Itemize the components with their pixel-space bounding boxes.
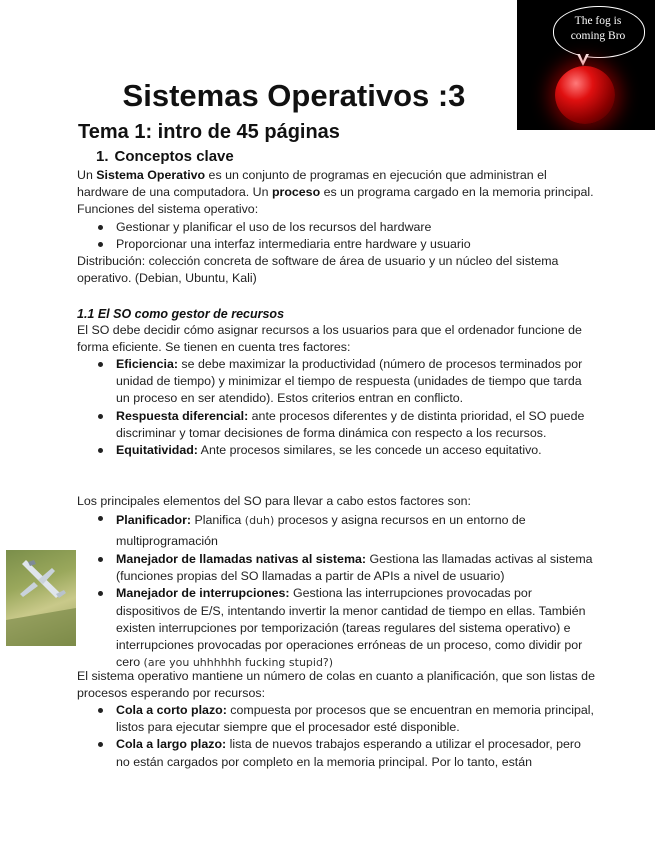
bullet-list-funciones: [96, 219, 596, 253]
bold-term: Eficiencia:: [116, 357, 178, 371]
bold-term: Cola a corto plazo:: [116, 703, 227, 717]
list-item: [96, 408, 596, 442]
text-run: procesos y asigna recursos en un entorno de multiprogramación: [116, 513, 526, 548]
bold-term: Manejador de interrupciones:: [116, 586, 290, 601]
bullet-list-factores: [96, 356, 596, 459]
bold-term: Cola a largo plazo:: [116, 737, 227, 752]
list-item: [96, 551, 596, 585]
speech-bubble-text: [557, 14, 639, 44]
plane-icon: [6, 550, 76, 646]
bullet-list-elementos: [96, 510, 596, 671]
text-run: compuesta por procesos que se encuentran en memoria principal, listos para ejecutar siempre que el procesador esté disponible.: [116, 703, 594, 735]
section-number: 1.: [96, 148, 109, 165]
list-item: [96, 356, 596, 408]
text-run: Gestiona las llamadas activas al sistema (funciones propias del SO llamadas a partir de APIs a nivel de usuario): [116, 552, 593, 584]
text-run: Planifica: [191, 513, 245, 527]
list-item: [96, 736, 596, 770]
section-heading-conceptos: [96, 148, 234, 166]
paragraph-distribucion: Distribución: colección concreta de software de área de usuario y un núcleo del sistema operativo. (Debian, Ubuntu, Kali): [77, 254, 559, 286]
fog-meme-image: [517, 0, 655, 130]
list-item: Proporcionar una interfaz intermediaria entre hardware y usuario: [96, 236, 596, 253]
plane-photo: [6, 550, 76, 646]
handwritten-note: (are you uhhhhhh fucking stupid?): [143, 656, 334, 670]
text-run: lista de nuevos trabajos esperando a utilizar el procesador, pero no están cargados por completo en la memoria principal. Por lo tanto, están: [116, 737, 581, 769]
text-run: ante procesos diferentes y de distinta prioridad, el SO puede discriminar y tomar decisiones de forma dinámica con respecto a los recursos.: [116, 408, 585, 440]
section-title: Conceptos clave: [114, 148, 234, 165]
text-run: Gestiona las interrupciones provocadas por dispositivos de E/S, intentando invertir la menor cantidad de tiempo en ellas. También existen interrupciones por temporización (tareas regulares del sistema operativo) e interrupciones provocadas por operaciones erróneas de un proceso, como dividir por cero: [116, 586, 586, 670]
text-run: Un: [77, 168, 97, 182]
text-run: es un conjunto de programas en ejecución que administran el hardware de una computadora. Un: [77, 168, 547, 200]
paragraph-definicion: [77, 167, 597, 219]
bold-term: Planificador:: [116, 513, 192, 527]
text-run: es un programa cargado en la memoria principal. Funciones del sistema operativo:: [77, 185, 594, 217]
paragraph-elementos: Los principales elementos del SO para llevar a cabo estos factores son:: [77, 494, 471, 508]
handwritten-note: (duh): [244, 514, 275, 527]
subsection-heading: 1.1 El SO como gestor de recursos: [77, 307, 285, 321]
text-run: Ante procesos similares, se les concede un acceso equitativo.: [197, 443, 542, 458]
paragraph-intro-recursos: El SO debe decidir cómo asignar recursos a los usuarios para que el ordenador funcione de forma eficiente. Se tienen en cuenta tres factores:: [77, 323, 582, 355]
paragraph-colas: El sistema operativo mantiene un número de colas en cuanto a planificación, que son listas de procesos esperando por recursos:: [77, 669, 595, 701]
bold-term: Equitatividad:: [116, 443, 198, 458]
tema-heading: Tema 1: intro de 45 páginas: [78, 121, 340, 143]
bullet-list-colas: [96, 702, 596, 771]
bold-term: Manejador de llamadas nativas al sistema:: [116, 552, 366, 566]
bold-term-so: Sistema Operativo: [96, 168, 206, 182]
speech-bubble-tail-inner: [579, 52, 587, 61]
text-run: se debe maximizar la productividad (número de procesos terminados por unidad de tiempo) y minimizar el tiempo de respuesta (unidades de tiempo que tarda un proceso en ser atendido). Estos criterios entran en conflicto.: [116, 357, 583, 406]
list-item: [96, 702, 596, 736]
bubble-line: The fog is: [574, 15, 622, 27]
list-item: [96, 442, 596, 459]
list-item: Gestionar y planificar el uso de los recursos del hardware: [96, 219, 596, 236]
bubble-line: coming Bro: [570, 30, 626, 42]
red-orb: [555, 66, 615, 124]
bold-term-proceso: proceso: [271, 185, 321, 200]
document-title: Sistemas Operativos :3: [122, 78, 466, 113]
list-item: [96, 510, 596, 551]
list-item: [96, 585, 596, 671]
bold-term: Respuesta diferencial:: [116, 408, 249, 423]
